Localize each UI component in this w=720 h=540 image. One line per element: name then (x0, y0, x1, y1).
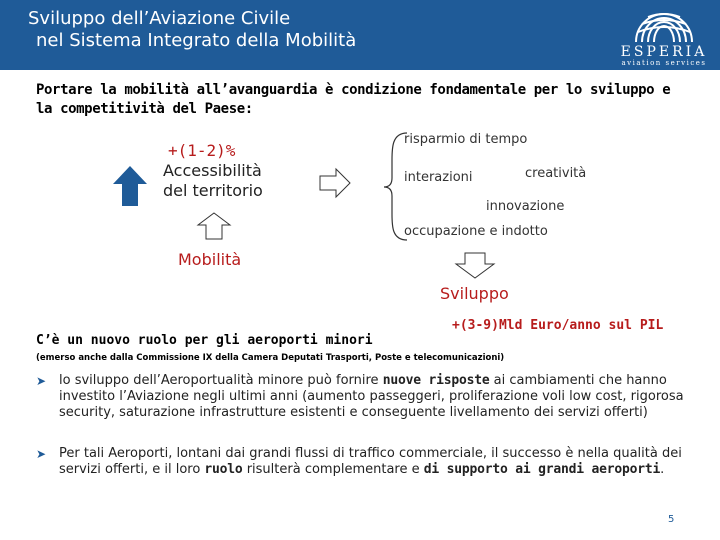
accessibility-line-2: del territorio (163, 181, 263, 200)
interazioni-label: interazioni (404, 170, 473, 185)
nuovo-ruolo-heading: C’è un nuovo ruolo per gli aeroporti minori (36, 333, 373, 348)
bullet2-text-3: . (660, 462, 665, 477)
title-line-2: nel Sistema Integrato della Mobilità (36, 30, 357, 51)
bullet2-bold-1: ruolo (204, 462, 243, 477)
bullet-item (36, 446, 686, 478)
innovazione-label: innovazione (486, 199, 565, 214)
pil-increase: +(3-9)Mld Euro/anno sul PIL (452, 318, 664, 333)
down-arrow-icon (456, 253, 494, 278)
growth-percentage: +(1-2)% (168, 141, 236, 160)
up-arrow-icon (198, 213, 230, 239)
blue-up-arrow-icon (113, 166, 147, 206)
risparmio-label: risparmio di tempo (404, 132, 528, 147)
title-line-1: Sviluppo dell’Aviazione Civile (28, 8, 291, 29)
occupazione-label: occupazione e indotto (404, 224, 548, 239)
bullet-item (36, 373, 686, 421)
bullet2-text-2: risulterà complementare e (242, 462, 424, 477)
bullet2-text-1: Per tali Aeroporti, lontani dai grandi flussi di traffico commerciale, il successo è nella qualità dei servizi offerti, e il loro (59, 446, 682, 477)
accessibility-line-1: Accessibilità (163, 161, 262, 180)
commission-note: (emerso anche dalla Commissione IX della Camera Deputati Trasporti, Poste e telecomunicazioni) (36, 353, 505, 363)
accessibility-label (163, 161, 263, 201)
right-arrow-icon (320, 169, 350, 197)
bullet2-bold-2: di supporto ai grandi aeroporti (423, 462, 661, 477)
creativita-label: creatività (525, 166, 587, 181)
logo-wordmark: ESPERIA (620, 44, 708, 60)
intro-statement: Portare la mobilità all’avanguardia è condizione fondamentale per lo sviluppo e la competitività del Paese: (36, 82, 671, 117)
mobilita-label: Mobilità (178, 250, 242, 269)
sviluppo-label: Sviluppo (440, 284, 509, 303)
bullet1-bold: nuove risposte (382, 373, 490, 388)
logo-tagline: aviation services (621, 59, 707, 67)
page-number: 5 (668, 514, 675, 525)
arrow-bullet-icon: ➤ (36, 447, 47, 461)
bullet1-text-2: ai cambiamenti che hanno investito l’Aviazione negli ultimi anni (aumento passeggeri, proliferazione voli low cost, rigorosa security, saturazione infrastrutture esistenti e conseguente livellamento dei servizi offerti) (59, 373, 684, 420)
arrow-bullet-icon: ➤ (36, 374, 47, 388)
bullet1-text-1: lo sviluppo dell’Aeroportualità minore può fornire (59, 373, 383, 388)
